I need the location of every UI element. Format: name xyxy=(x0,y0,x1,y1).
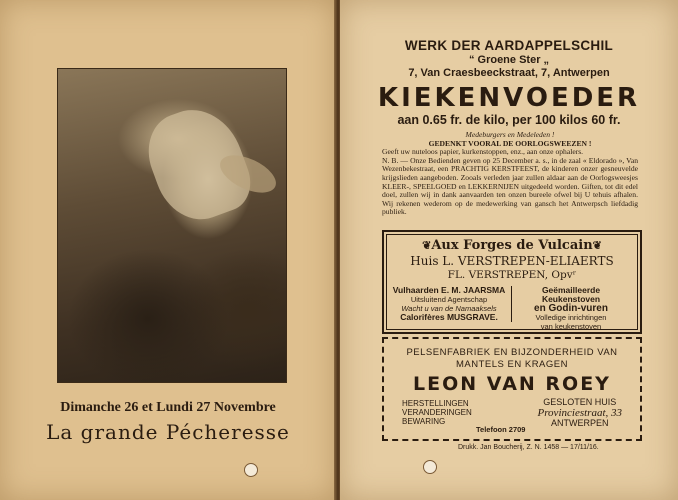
ad-forges-right-2: en Godin-vuren xyxy=(534,303,608,314)
ad-forges-right-1: Geëmailleerde Keukenstoven xyxy=(541,285,601,304)
appeal-text xyxy=(382,131,638,217)
ad-forges-de-vulcain xyxy=(382,230,642,334)
ad-roey-line-2: MANTELS EN KRAGEN xyxy=(456,359,568,370)
ad-forges-title-row xyxy=(384,238,640,253)
ad-forges-owner: Huis L. VERSTREPEN-ELIAERTS xyxy=(410,254,614,268)
appeal-line-2: GEDENKT VOORAL DE OORLOGSWEEZEN ! xyxy=(428,138,592,148)
film-still-photo xyxy=(57,68,287,383)
ad-roey-right-2: Provinciestraat, 33 xyxy=(537,406,622,419)
ad-roey-left-1: HERSTELLINGEN xyxy=(402,399,469,408)
ad-roey-phone: Telefoon 2709 xyxy=(476,425,526,434)
ad-roey-left-3: BEWARING xyxy=(402,417,446,426)
ad-roey-left-column xyxy=(402,399,472,426)
ad-roey-left-2: VERANDERINGEN xyxy=(402,408,472,417)
ornament-icon: ❦ xyxy=(592,239,602,252)
appeal-line-1: Medeburgers en Medeleden ! xyxy=(465,130,555,139)
ad-forges-right-4: van keukenstoven xyxy=(540,322,602,331)
ad-forges-left-1: Vulhaarden E. M. JAARSMA xyxy=(392,285,506,295)
appeal-line-3: Geeft uw nuteloos papier, kurkenstoppen, enz., aan onze ophalers. xyxy=(382,147,584,157)
ad-forges-left-3: Wacht u van de Namaaksels xyxy=(401,304,497,313)
film-title: La grande Pécheresse xyxy=(46,420,290,444)
ad-forges-right-3: Volledige inrichtingen xyxy=(535,313,607,322)
organisation-address: 7, Van Craesbeeckstraat, 7, Antwerpen xyxy=(408,67,610,79)
ad-roey-right-3: ANTWERPEN xyxy=(550,418,609,428)
ornament-icon: ❦ xyxy=(422,239,432,252)
ad-roey-line-1: PELSENFABRIEK EN BIJZONDERHEID VAN xyxy=(406,347,618,358)
ad-forges-title: Aux Forges de Vulcain xyxy=(431,238,593,253)
screening-dates: Dimanche 26 et Lundi 27 Novembre xyxy=(60,400,276,415)
right-page xyxy=(340,0,678,500)
ad-forges-proprietor: FL. VERSTREPEN, Opvʳ xyxy=(447,269,577,281)
organisation-title: WERK DER AARDAPPELSCHIL xyxy=(404,38,614,53)
kiekenvoeder-price: aan 0.65 fr. de kilo, per 100 kilos 60 fr. xyxy=(397,113,621,127)
punch-hole xyxy=(244,463,258,477)
ad-leon-van-roey xyxy=(382,337,642,441)
punch-hole xyxy=(423,460,437,474)
ad-forges-right-column xyxy=(512,286,630,331)
ad-roey-right-1: GESLOTEN HUIS xyxy=(543,397,617,407)
ad-roey-right-column xyxy=(537,397,622,429)
ad-forges-left-2: Uitsluitend Agentschap xyxy=(410,295,488,304)
kiekenvoeder-heading: KIEKENVOEDER xyxy=(377,83,641,113)
ad-roey-name: LEON VAN ROEY xyxy=(413,373,611,395)
left-page xyxy=(0,0,336,500)
printer-imprint: Drukk. Jan Boucherij, Z. N. 1458 — 17/11/16. xyxy=(458,444,599,451)
appeal-paragraph: N. B. — Onze Bedienden geven op 25 December a. s., in de zaal « Eldorado », Van Wezenbekestraat, een PRACHTIG KERSTFEEST, de kinderen onzer gesneuvelde krijgslieden aangeboden. Zooals verleden jaar zullen aldaar aan de Oorlogsweesjes KLEER-, SPEELGOED en LEKKERNIJEN uitgedeeld worden. Giften, tot dit edel doel, zullen wij in dank aanvaarden ten onzen bureele ofwel bij U tehuis afhalen. Wij rekenen wederom op de medewerking van gansch het Antwerpsch liefdadig publiek. xyxy=(382,155,638,217)
ad-forges-left-column xyxy=(390,286,508,322)
organisation-subtitle: “ Groene Ster „ xyxy=(468,54,550,66)
ad-forges-left-4: Calorifères MUSGRAVE. xyxy=(400,312,498,322)
